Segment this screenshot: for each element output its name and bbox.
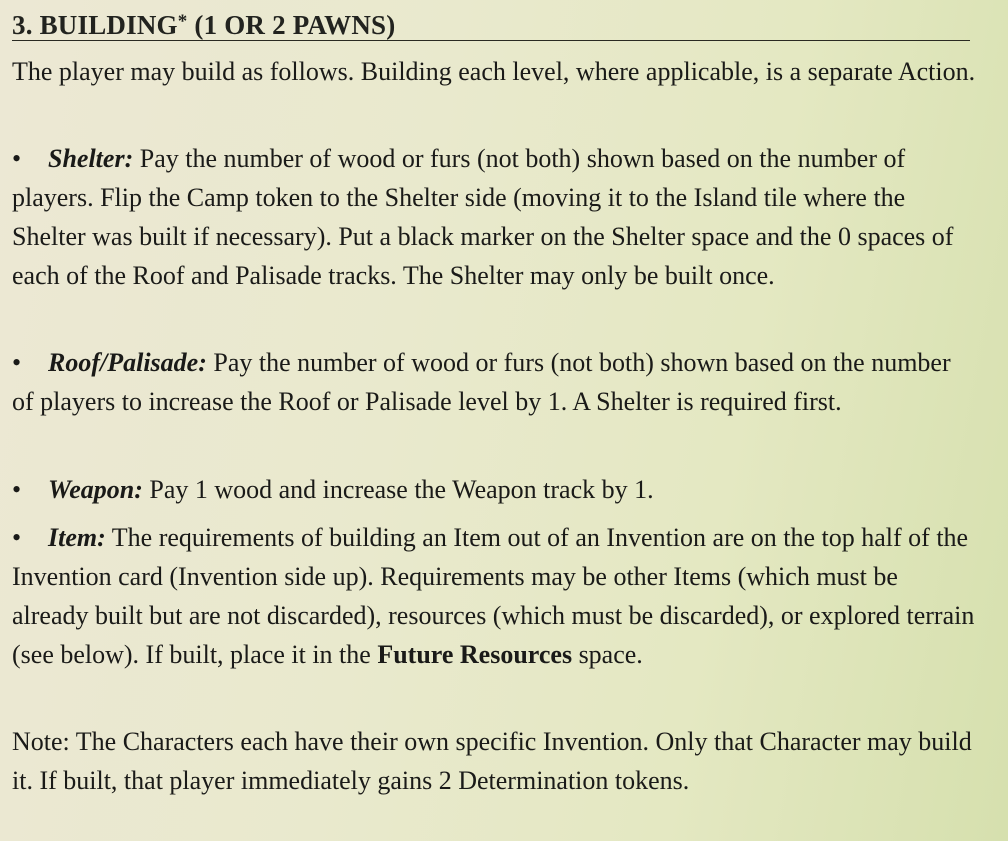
- heading-title: 3. BUILDING: [12, 10, 178, 40]
- bullet-text-shelter: Pay the number of wood or furs (not both) shown based on the number of players. Flip the Camp token to the Shelter side (moving it to the Island tile where the Shelter was built if necessary). Put a black marker on the Shelter space and the 0 spaces of each of the Roof and Palisade tracks. The Shelter may only be built once.: [12, 144, 954, 290]
- bullet-item: [12, 518, 977, 674]
- bullet-text-weapon: Pay 1 wood and increase the Weapon track by 1.: [149, 475, 654, 504]
- bullet-marker: •: [12, 523, 22, 552]
- bullet-marker: •: [12, 144, 22, 173]
- bullet-term-item: Item:: [48, 523, 106, 552]
- intro-paragraph: The player may build as follows. Building each level, where applicable, is a separate Action.: [12, 57, 976, 86]
- heading-asterisk: *: [177, 11, 188, 32]
- heading-pawns: (1 OR 2 PAWNS): [194, 10, 396, 40]
- bullet-shelter: [12, 139, 977, 295]
- bullet-weapon: [12, 470, 977, 509]
- bullet-roof-palisade: [12, 343, 977, 421]
- note-paragraph: Note: The Characters each have their own specific Invention. Only that Character may build it. If built, that player immediately gains 2 Determination tokens.: [12, 727, 972, 795]
- bullet-term-roof-palisade: Roof/Palisade:: [48, 348, 207, 377]
- bullet-text-item-end: space.: [578, 640, 643, 669]
- bullet-text-roof-palisade: Pay the number of wood or furs (not both) shown based on the number of players to increase the Roof or Palisade level by 1. A Shelter is required first.: [12, 348, 951, 416]
- bullet-marker: •: [12, 475, 22, 504]
- bullet-marker: •: [12, 348, 22, 377]
- future-resources-emphasis: Future Resources: [377, 640, 573, 669]
- bullet-term-shelter: Shelter:: [48, 144, 134, 173]
- bullet-text-item: The requirements of building an Item out of an Invention are on the top half of the Invention card (Invention side up). Requirements may be other Items (which must be already built but are not discarded), resources (which must be discarded), or explored terrain (see below). If built, place it in the: [12, 523, 975, 669]
- bullet-term-weapon: Weapon:: [48, 475, 143, 504]
- section-heading: [12, 4, 970, 41]
